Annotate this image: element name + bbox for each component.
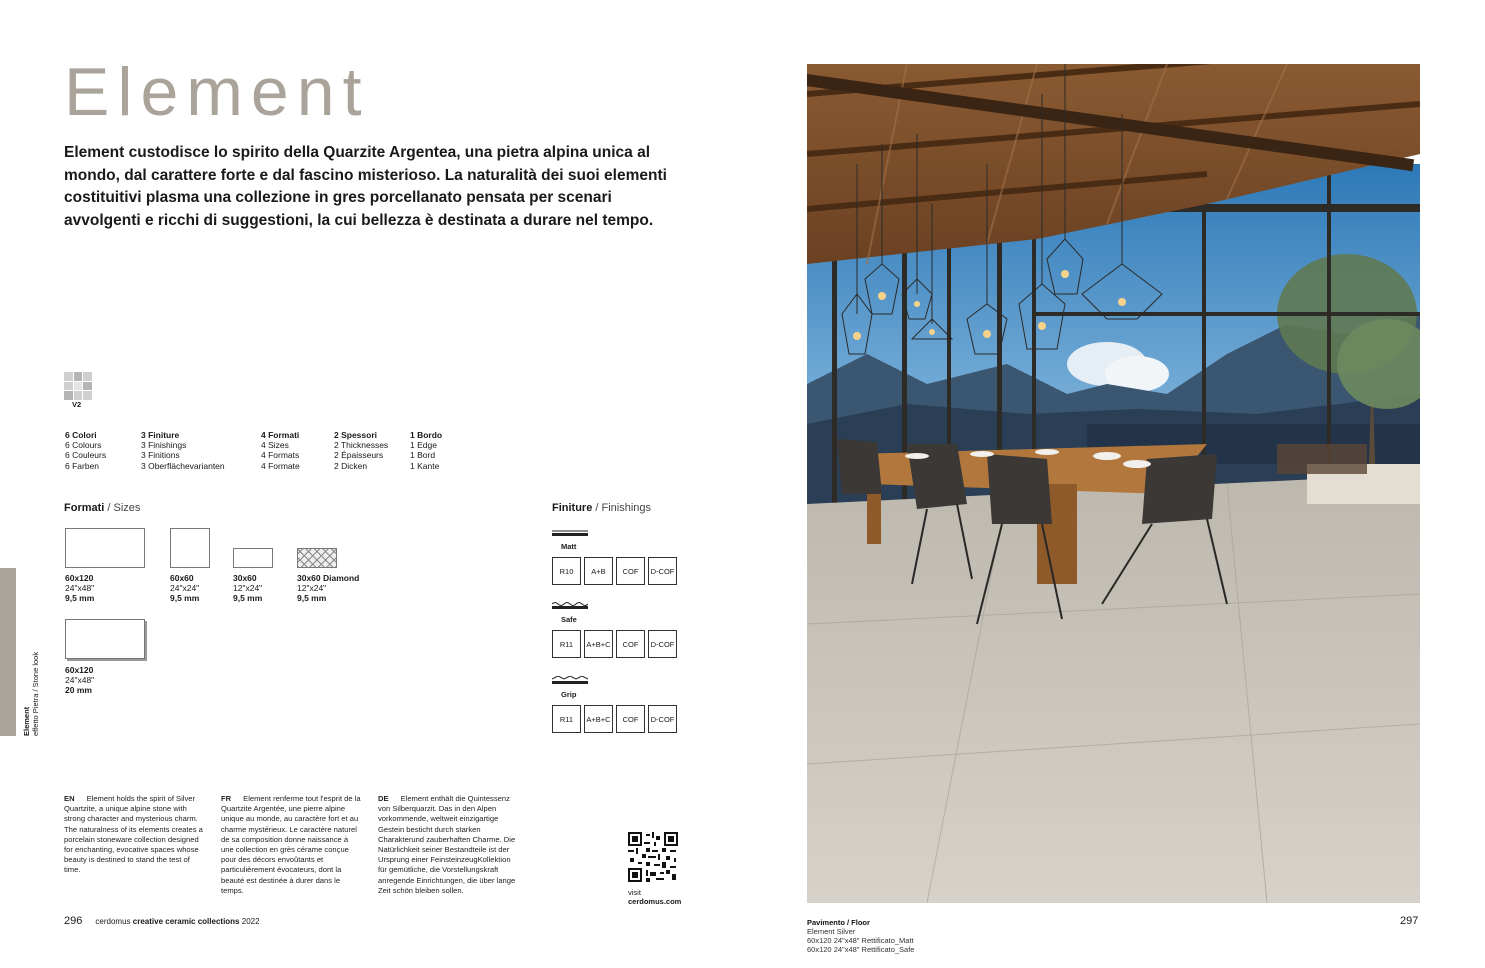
size-inch: 24"x48" <box>65 583 95 594</box>
matt-surface-icon <box>552 529 588 537</box>
intro-text: Element custodisce lo spirito della Quarzite Argentea, una pietra alpina unica al mondo, dal carattere forte e dal fascino misterioso. La naturalità dei suoi elementi costituitivi plasma una collezione in gres porcellanato pensata per scenari avvolgenti e ricchi di suggestioni, la cui bellezza è destinata a durare nel tempo. <box>64 144 667 229</box>
size-inch: 12"x24" <box>297 583 327 594</box>
lang-code: FR <box>221 794 232 803</box>
tile-diamond-icon <box>297 548 337 568</box>
spec-line: 1 Kante <box>410 460 440 471</box>
finish-code-badge: COF <box>616 630 645 658</box>
finish-code-badge: COF <box>616 705 645 733</box>
spec-line: 2 Thicknesses <box>334 440 389 451</box>
sizes-heading-sub: / Sizes <box>104 502 141 514</box>
finishes-heading <box>552 502 651 514</box>
spec-line: 6 Farben <box>65 460 100 471</box>
finish-code-badge: COF <box>616 557 645 585</box>
safe-surface-icon <box>552 601 588 609</box>
size-caption <box>170 573 199 604</box>
variation-label: V2 <box>72 400 82 409</box>
side-label <box>22 652 40 736</box>
finish-name: Grip <box>561 690 577 699</box>
size-thickness: 9,5 mm <box>297 593 327 604</box>
visit-label: visit <box>628 888 641 897</box>
finish-name: Matt <box>561 542 577 551</box>
spec-thickness <box>334 430 388 471</box>
sizes-heading <box>64 502 140 514</box>
size-caption <box>233 573 262 604</box>
caption-title: Pavimento / Floor <box>807 918 870 927</box>
footer-left <box>64 915 260 927</box>
caption-line: 60x120 24"x48" Rettificato_Safe <box>807 945 915 954</box>
spec-line: 6 Colours <box>65 440 102 451</box>
size-name: 60x60 <box>170 573 194 583</box>
size-name: 60x120 <box>65 665 94 675</box>
text-en <box>64 794 204 876</box>
visit-url[interactable]: cerdomus.com <box>628 897 682 906</box>
page-number-left: 296 <box>64 915 83 927</box>
qr-code-icon[interactable] <box>628 832 678 882</box>
visit-link[interactable] <box>628 888 681 906</box>
spec-head: 1 Bordo <box>410 430 443 440</box>
finish-code-badge: D-COF <box>648 705 677 733</box>
size-caption <box>297 573 359 604</box>
size-inch: 24"x24" <box>170 583 200 594</box>
brand-name: cerdomus <box>95 917 131 926</box>
caption-line: 60x120 24"x48" Rettificato_Matt <box>807 936 914 945</box>
finishes-heading-bold: Finiture <box>552 502 593 514</box>
size-thickness: 9,5 mm <box>65 593 95 604</box>
side-label-text: effetto Pietra / Stone look <box>31 651 40 736</box>
spec-colors <box>65 430 106 471</box>
spec-line: 1 Bord <box>410 450 436 461</box>
size-name: 30x60 Diamond <box>297 573 360 583</box>
lang-code: EN <box>64 794 75 803</box>
finish-code-badge: D-COF <box>648 557 677 585</box>
tile-60x120-icon <box>65 528 145 568</box>
size-inch: 24"x48" <box>65 675 95 686</box>
spec-sizes <box>261 430 300 471</box>
lang-body: Element renferme tout l'esprit de la Quartzite Argentée, une pierre alpine unique au monde, au caractère fort et au charme mystérieux. Le caractère naturel de sa composition donne naissance à une collection en grès cérame conçue pour des décors envoûtants et particulièrement évocateurs, dont la beauté est destinée à durer dans le temps. <box>221 794 361 895</box>
variation-v2-icon <box>64 372 92 400</box>
side-label-bold: Element <box>22 706 31 736</box>
spec-line: 6 Couleurs <box>65 450 107 461</box>
size-caption <box>65 573 94 604</box>
interior-photo <box>807 64 1420 903</box>
size-name: 30x60 <box>233 573 257 583</box>
size-inch: 12"x24" <box>233 583 263 594</box>
finish-code-badge: A+B <box>584 557 613 585</box>
spec-line: 2 Dicken <box>334 460 368 471</box>
spec-head: 6 Colori <box>65 430 97 440</box>
brand-line <box>95 917 259 926</box>
text-de <box>378 794 518 896</box>
dining-room-image <box>807 64 1420 903</box>
spec-head: 2 Spessori <box>334 430 377 440</box>
spec-line: 4 Sizes <box>261 440 289 451</box>
spec-line: 3 Finitions <box>141 450 180 461</box>
size-caption <box>65 665 94 696</box>
tile-30x60-icon <box>233 548 273 568</box>
spec-line: 4 Formate <box>261 460 300 471</box>
finish-code-badge: R10 <box>552 557 581 585</box>
spec-finishes <box>141 430 225 471</box>
caption-line: Element Silver <box>807 927 856 936</box>
spec-head: 3 Finiture <box>141 430 180 440</box>
lang-body: Element enthält die Quintessenz von Silberquarzit. Das in den Alpen vorkommende, weltweit einzigartige Gestein besticht durch starken Charakterund zauberhaften Charme. Die Natürlichkeit seiner Bestandteile ist der Ursprung einer FeinsteinzeugKollektion für gemütliche, die Vorstellungskraft anregende Einrichtungen, die über lange Zeit schön bleiben sollen. <box>378 794 516 895</box>
grip-surface-icon <box>552 676 588 684</box>
brand-bold: creative ceramic collections <box>132 917 240 926</box>
finish-code-badge: R11 <box>552 630 581 658</box>
photo-caption <box>807 918 914 954</box>
tile-60x120-20mm-icon <box>65 619 145 659</box>
size-thickness: 9,5 mm <box>170 593 200 604</box>
spec-line: 4 Formats <box>261 450 300 461</box>
finish-code-badge: R11 <box>552 705 581 733</box>
spec-edge <box>410 430 442 471</box>
brand-year: 2022 <box>241 917 260 926</box>
lang-code: DE <box>378 794 389 803</box>
text-fr <box>221 794 361 896</box>
spec-line: 1 Edge <box>410 440 437 451</box>
page-number-right: 297 <box>1400 915 1419 927</box>
finish-code-badge: A+B+C <box>584 630 613 658</box>
size-thickness: 20 mm <box>65 685 92 696</box>
spec-line: 3 Oberflächevarianten <box>141 460 225 471</box>
spec-head: 4 Formati <box>261 430 300 440</box>
finish-name: Safe <box>561 615 577 624</box>
finishes-heading-sub: / Finishings <box>592 502 652 514</box>
size-name: 60x120 <box>65 573 94 583</box>
finish-code-badge: D-COF <box>648 630 677 658</box>
sizes-heading-bold: Formati <box>64 502 105 514</box>
spec-line: 2 Épaisseurs <box>334 450 384 461</box>
finish-code-badge: A+B+C <box>584 705 613 733</box>
lang-body: Element holds the spirit of Silver Quartzite, a unique alpine stone with strong character and mysterious charm. The naturalness of its elements creates a porcelain stoneware collection designed for enchanting, evocative spaces whose beauty is destined to stand the test of time. <box>64 794 203 875</box>
tile-60x60-icon <box>170 528 210 568</box>
spec-line: 3 Finishings <box>141 440 187 451</box>
collection-title: Element <box>64 54 370 130</box>
size-thickness: 9,5 mm <box>233 593 263 604</box>
side-accent-bar <box>0 568 16 736</box>
